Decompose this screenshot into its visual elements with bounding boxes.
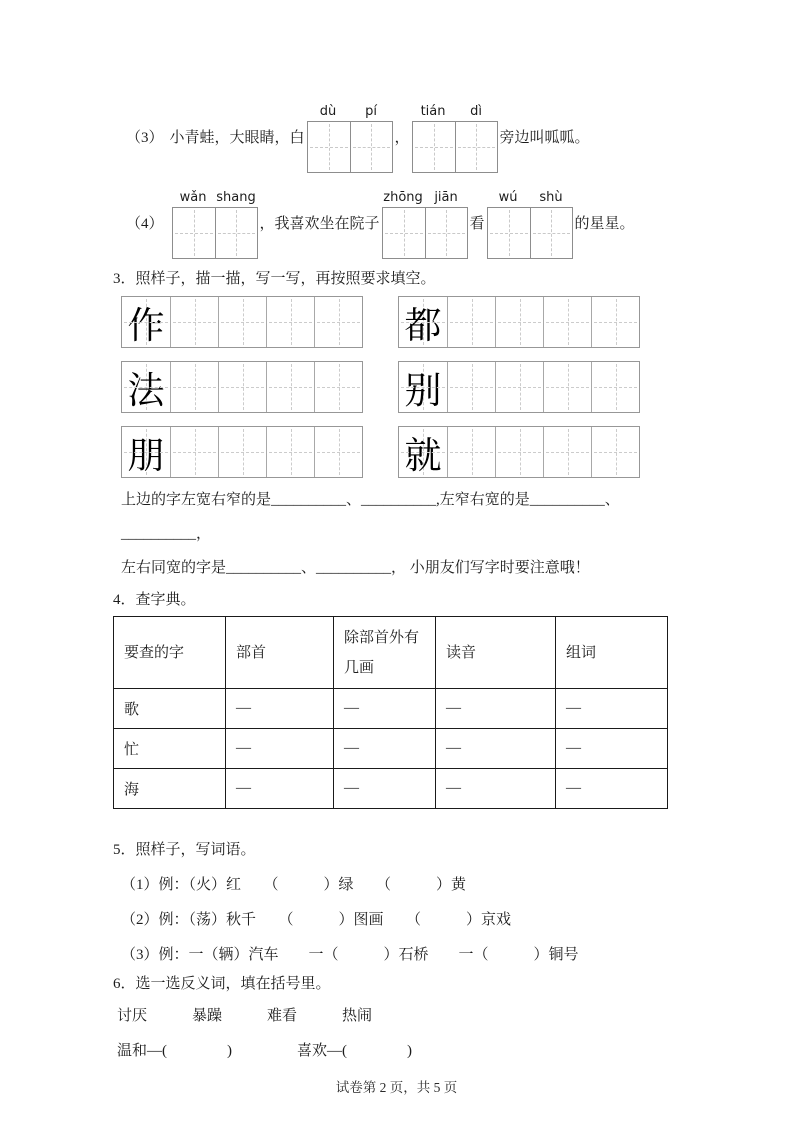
pinyin-row bbox=[172, 185, 258, 205]
answer-dash[interactable]: — bbox=[556, 729, 668, 769]
table-row bbox=[114, 729, 668, 769]
answer-dash[interactable]: — bbox=[226, 689, 334, 729]
answer-dash[interactable]: — bbox=[334, 689, 436, 729]
lookup-character: 忙 bbox=[114, 729, 226, 769]
answer-dash[interactable]: — bbox=[436, 729, 556, 769]
tracing-grid-fa[interactable] bbox=[121, 361, 363, 413]
example-fill-item[interactable]: （3）例：一（辆）汽车 一（ ）石桥 一（ ）铜号 bbox=[121, 947, 579, 963]
grid-cell[interactable] bbox=[314, 427, 362, 477]
pinyin-label: tián bbox=[420, 104, 446, 119]
pinyin-label: shang bbox=[216, 190, 256, 205]
pinyin-label: shù bbox=[539, 190, 563, 205]
antonym-answer-blank[interactable]: 温和—( ) bbox=[117, 1043, 232, 1059]
tracing-grid-zuo[interactable] bbox=[121, 296, 363, 348]
writing-cell[interactable] bbox=[215, 208, 257, 258]
example-fill-item[interactable]: （1）例：（火）红 （ ）绿 （ ）黄 bbox=[121, 877, 467, 893]
lookup-character: 歌 bbox=[114, 689, 226, 729]
item3-lead-text: 小青蛙，大眼睛，白 bbox=[169, 129, 305, 146]
grid-cell[interactable] bbox=[170, 427, 218, 477]
tracing-grid-row-2 bbox=[121, 361, 703, 413]
grid-cell[interactable] bbox=[591, 297, 639, 347]
grid-cell[interactable] bbox=[495, 362, 543, 412]
grid-cell[interactable] bbox=[122, 362, 170, 412]
pinyin-label: jiān bbox=[434, 190, 458, 205]
question5-items bbox=[113, 874, 703, 966]
answer-dash[interactable]: — bbox=[556, 769, 668, 809]
grid-cell[interactable] bbox=[591, 427, 639, 477]
answer-dash[interactable]: — bbox=[334, 769, 436, 809]
grid-cell[interactable] bbox=[314, 362, 362, 412]
pinyin-label: pí bbox=[365, 104, 377, 119]
column-header-radical: 部首 bbox=[226, 617, 334, 689]
grid-cell[interactable] bbox=[122, 427, 170, 477]
antonym-option[interactable]: 难看 bbox=[267, 1008, 298, 1024]
tracing-grid-dou[interactable] bbox=[398, 296, 640, 348]
writing-cell[interactable] bbox=[530, 208, 572, 258]
answer-dash[interactable]: — bbox=[334, 729, 436, 769]
writing-box-wushu[interactable] bbox=[487, 185, 573, 259]
question2-item3 bbox=[126, 99, 703, 173]
grid-cell[interactable] bbox=[447, 362, 495, 412]
writing-cell[interactable] bbox=[488, 208, 530, 258]
pinyin-row bbox=[412, 99, 498, 119]
column-header-pronunciation: 读音 bbox=[436, 617, 556, 689]
item4-tail-text: 的星星。 bbox=[574, 215, 635, 232]
structure-fill-line-1[interactable]: 上边的字左宽右窄的是__________、__________,左窄右宽的是__________、__________， bbox=[121, 492, 620, 542]
dictionary-table bbox=[113, 616, 668, 809]
writing-cells bbox=[307, 121, 393, 173]
pinyin-label: dù bbox=[319, 104, 337, 119]
structure-fill-line-2[interactable]: 左右同宽的字是__________、__________， 小朋友们写字时要注意哦！ bbox=[121, 560, 590, 576]
table-row bbox=[114, 769, 668, 809]
pinyin-row bbox=[382, 185, 468, 205]
grid-cell[interactable] bbox=[122, 297, 170, 347]
grid-cell[interactable] bbox=[495, 427, 543, 477]
question5-title: 5．照样子，写词语。 bbox=[113, 842, 256, 858]
antonym-option[interactable]: 暴躁 bbox=[192, 1008, 223, 1024]
item4-mid-text-2: 看 bbox=[469, 215, 485, 232]
grid-cell[interactable] bbox=[399, 362, 447, 412]
writing-cells bbox=[412, 121, 498, 173]
column-header-strokes: 除部首外有几画 bbox=[334, 617, 436, 689]
pinyin-label: wǎn bbox=[179, 190, 207, 205]
pinyin-label: zhōng bbox=[383, 190, 423, 205]
item4-mid-text: ，我喜欢坐在院子 bbox=[259, 215, 380, 232]
grid-cell[interactable] bbox=[591, 362, 639, 412]
pinyin-row bbox=[487, 185, 573, 205]
model-character: 都 bbox=[404, 306, 442, 347]
answer-dash[interactable]: — bbox=[436, 769, 556, 809]
grid-cell[interactable] bbox=[399, 297, 447, 347]
antonym-option[interactable]: 热闹 bbox=[342, 1008, 373, 1024]
writing-cells bbox=[487, 207, 573, 259]
answer-dash[interactable]: — bbox=[226, 729, 334, 769]
writing-box-zhongjian[interactable] bbox=[382, 185, 468, 259]
table-header-row bbox=[114, 617, 668, 689]
column-header-character: 要查的字 bbox=[114, 617, 226, 689]
grid-cell[interactable] bbox=[314, 297, 362, 347]
grid-cell[interactable] bbox=[218, 427, 266, 477]
antonym-answer-line bbox=[117, 1040, 703, 1062]
antonym-option[interactable]: 讨厌 bbox=[117, 1008, 148, 1024]
grid-cell[interactable] bbox=[266, 362, 314, 412]
question2-item4 bbox=[126, 185, 703, 259]
answer-dash[interactable]: — bbox=[556, 689, 668, 729]
table-row bbox=[114, 689, 668, 729]
pinyin-row bbox=[307, 99, 393, 119]
question4-title: 4．查字典。 bbox=[113, 592, 196, 608]
model-character: 别 bbox=[404, 371, 442, 412]
grid-cell[interactable] bbox=[543, 297, 591, 347]
writing-box-dupi[interactable] bbox=[307, 99, 393, 173]
writing-cell[interactable] bbox=[308, 122, 350, 172]
tracing-grid-row-3 bbox=[121, 426, 703, 478]
tracing-grid-row-1 bbox=[121, 296, 703, 348]
writing-cells bbox=[382, 207, 468, 259]
grid-cell[interactable] bbox=[447, 297, 495, 347]
grid-cell[interactable] bbox=[266, 297, 314, 347]
structure-fill-lines bbox=[121, 483, 703, 585]
question6-title: 6．选一选反义词，填在括号里。 bbox=[113, 976, 331, 992]
tracing-grid-bie[interactable] bbox=[398, 361, 640, 413]
grid-cell[interactable] bbox=[170, 362, 218, 412]
model-character: 就 bbox=[404, 436, 442, 477]
model-character: 作 bbox=[127, 306, 165, 347]
grid-cell[interactable] bbox=[218, 362, 266, 412]
comma: ， bbox=[394, 129, 410, 146]
item4-number: （4） bbox=[126, 215, 164, 232]
pinyin-label: wú bbox=[498, 190, 518, 205]
page-footer: 试卷第 2 页，共 5 页 bbox=[335, 1080, 458, 1095]
grid-cell[interactable] bbox=[399, 427, 447, 477]
writing-cell[interactable] bbox=[413, 122, 455, 172]
writing-cell[interactable] bbox=[383, 208, 425, 258]
grid-cell[interactable] bbox=[218, 297, 266, 347]
tracing-grid-peng[interactable] bbox=[121, 426, 363, 478]
writing-cell[interactable] bbox=[455, 122, 497, 172]
antonym-answer-blank[interactable]: 喜欢—( ) bbox=[297, 1043, 412, 1059]
grid-cell[interactable] bbox=[495, 297, 543, 347]
lookup-character: 海 bbox=[114, 769, 226, 809]
tracing-grid-jiu[interactable] bbox=[398, 426, 640, 478]
writing-box-tiandi[interactable] bbox=[412, 99, 498, 173]
example-fill-item[interactable]: （2）例：（荡）秋千 （ ）图画 （ ）京戏 bbox=[121, 912, 512, 928]
writing-cell[interactable] bbox=[173, 208, 215, 258]
answer-dash[interactable]: — bbox=[436, 689, 556, 729]
grid-cell[interactable] bbox=[266, 427, 314, 477]
antonym-word-bank bbox=[117, 1005, 703, 1027]
grid-cell[interactable] bbox=[543, 362, 591, 412]
writing-cell[interactable] bbox=[350, 122, 392, 172]
writing-box-wanshang[interactable] bbox=[172, 185, 258, 259]
grid-cell[interactable] bbox=[543, 427, 591, 477]
question3-title: 3．照样子，描一描，写一写，再按照要求填空。 bbox=[113, 271, 436, 287]
model-character: 法 bbox=[127, 371, 165, 412]
answer-dash[interactable]: — bbox=[226, 769, 334, 809]
grid-cell[interactable] bbox=[447, 427, 495, 477]
writing-cell[interactable] bbox=[425, 208, 467, 258]
column-header-word: 组词 bbox=[556, 617, 668, 689]
item3-tail-text: 旁边叫呱呱。 bbox=[499, 129, 590, 146]
writing-cells bbox=[172, 207, 258, 259]
grid-cell[interactable] bbox=[170, 297, 218, 347]
pinyin-label: dì bbox=[470, 104, 482, 119]
item3-number: （3） bbox=[126, 129, 164, 146]
model-character: 朋 bbox=[127, 436, 165, 477]
